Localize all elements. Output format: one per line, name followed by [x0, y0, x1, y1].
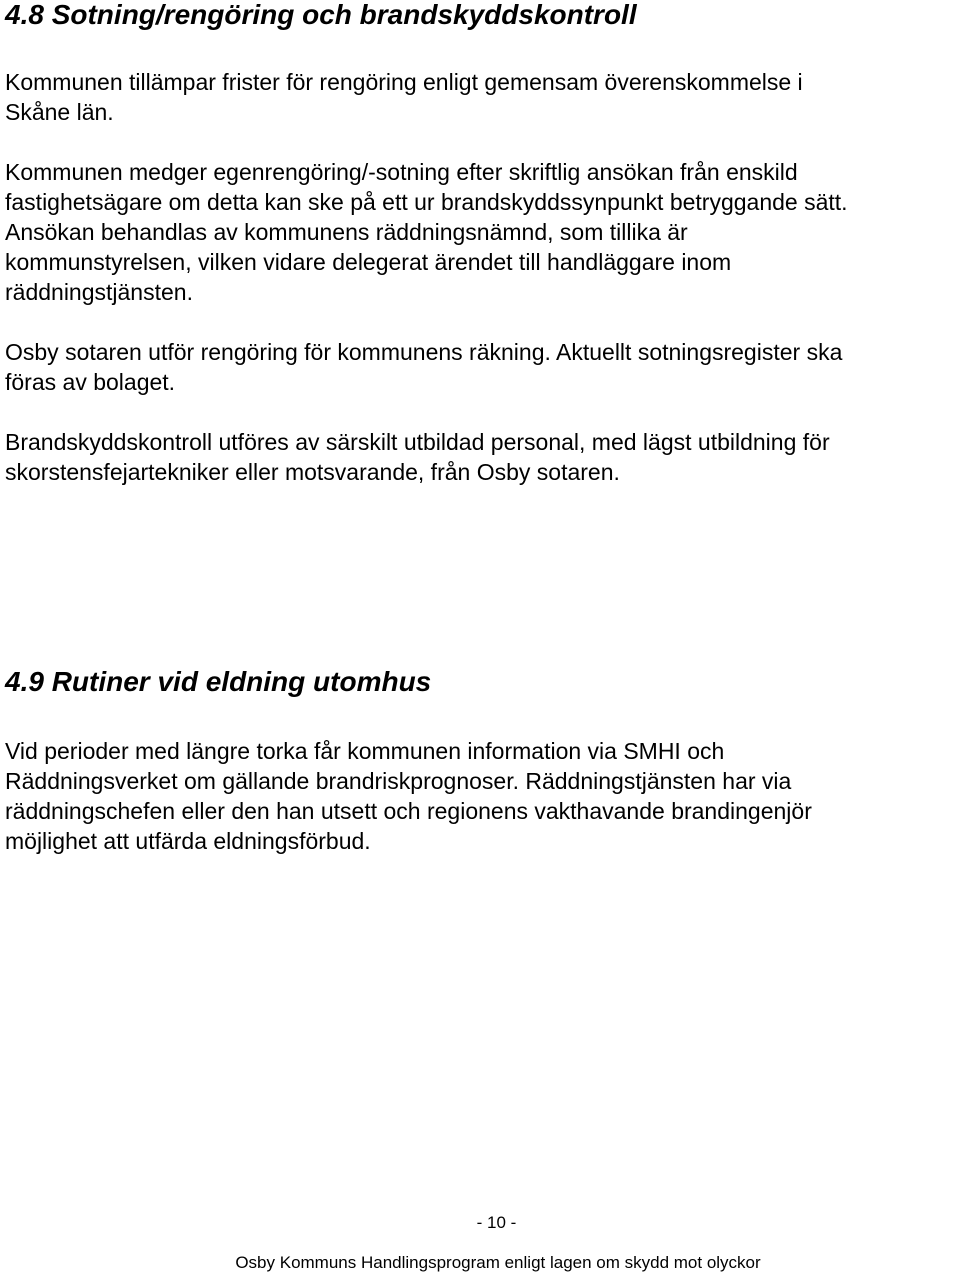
paragraph-eldningsforbud [5, 736, 812, 856]
paragraph-line: Brandskyddskontroll utföres av särskilt utbildad personal, med lägst utbildning för [5, 429, 830, 455]
paragraph-line: Kommunen tillämpar frister för rengöring enligt gemensam överenskommelse i [5, 69, 803, 95]
paragraph-line: Kommunen medger egenrengöring/-sotning efter skriftlig ansökan från enskild [5, 159, 798, 185]
paragraph-line: fastighetsägare om detta kan ske på ett ur brandskyddssynpunkt betryggande sätt. [5, 189, 848, 215]
paragraph-line: Vid perioder med längre torka får kommunen information via SMHI och [5, 738, 725, 764]
page-number: - 10 - [476, 1213, 517, 1232]
paragraph-osby-sotaren [5, 337, 842, 397]
paragraph-line: Ansökan behandlas av kommunens räddningsnämnd, som tillika är [5, 219, 688, 245]
paragraph-line: Skåne län. [5, 99, 114, 125]
paragraph-line: skorstensfejartekniker eller motsvarande, från Osby sotaren. [5, 459, 620, 485]
paragraph-frister [5, 67, 803, 127]
paragraph-line: räddningschefen eller den han utsett och regionens vakthavande brandingenjör [5, 798, 812, 824]
section-heading-4-9: 4.9 Rutiner vid eldning utomhus [5, 666, 432, 697]
page-footer: Osby Kommuns Handlingsprogram enligt lagen om skydd mot olyckor [235, 1253, 761, 1272]
paragraph-line: Räddningsverket om gällande brandriskprognoser. Räddningstjänsten har via [5, 768, 792, 794]
paragraph-line: föras av bolaget. [5, 369, 176, 395]
paragraph-line: möjlighet att utfärda eldningsförbud. [5, 828, 371, 854]
paragraph-line: kommunstyrelsen, vilken vidare delegerat ärendet till handläggare inom [5, 249, 732, 275]
paragraph-line: Osby sotaren utför rengöring för kommunens räkning. Aktuellt sotningsregister ska [5, 339, 843, 365]
paragraph-brandskyddskontroll [5, 427, 830, 487]
paragraph-line: räddningstjänsten. [5, 279, 193, 305]
paragraph-egenrengoring [5, 157, 848, 307]
section-heading-4-8: 4.8 Sotning/rengöring och brandskyddskontroll [5, 0, 637, 30]
